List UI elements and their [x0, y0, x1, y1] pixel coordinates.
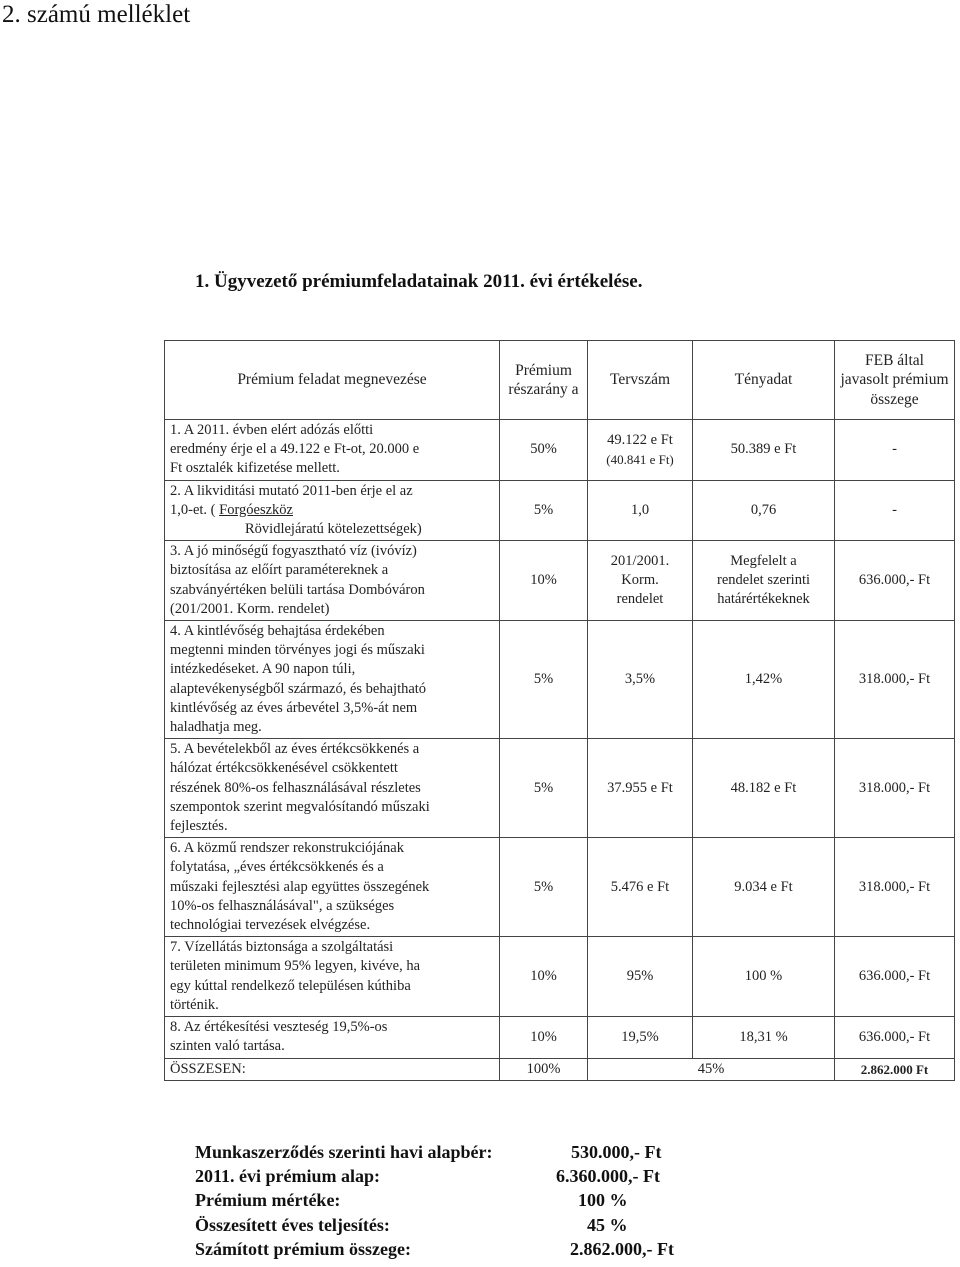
task-cell — [165, 739, 500, 838]
share-cell: 10% — [500, 1017, 588, 1058]
plan-cell — [588, 838, 693, 937]
evaluation-table-wrapper — [164, 340, 954, 1081]
task-line: (201/2001. Korm. rendelet) — [170, 600, 330, 617]
task-line: fejlesztés. — [170, 818, 228, 835]
table-row — [165, 480, 955, 541]
task-cell — [165, 1017, 500, 1058]
summary-row — [195, 1164, 715, 1188]
task-line: egy kúttal rendelkező településen kúthiba — [170, 977, 411, 994]
summary-label: 2011. évi prémium alap: — [195, 1166, 380, 1187]
proposed-cell: - — [835, 420, 955, 481]
task-cell — [165, 621, 500, 739]
proposed-cell: 318.000,- Ft — [835, 621, 955, 739]
table-row — [165, 541, 955, 621]
header-proposed: FEB által javasolt prémium összege — [835, 341, 955, 420]
actual-cell — [693, 621, 835, 739]
task-line: részének 80%-os felhasználásával részletes — [170, 779, 421, 796]
proposed-cell: 318.000,- Ft — [835, 838, 955, 937]
plan-line: 1,0 — [630, 501, 650, 518]
summary-row — [195, 1140, 715, 1164]
plan-line: (40.841 e Ft) — [606, 451, 674, 467]
task-line: 1. A 2011. évben elért adózás előtti — [170, 422, 374, 438]
task-line: műszaki fejlesztési alap együttes összegének — [170, 878, 430, 895]
summary-row — [195, 1188, 715, 1212]
plan-line: 49.122 e Ft — [607, 431, 673, 448]
plan-cell — [588, 420, 693, 481]
summary-label: Összesített éves teljesítés: — [195, 1214, 390, 1235]
actual-cell — [693, 739, 835, 838]
task-line: 3. A jó minőségű fogyasztható víz (ivóvíz) — [170, 543, 417, 560]
summary-value: 530.000,- Ft — [571, 1142, 662, 1162]
table-total-row — [165, 1058, 955, 1080]
actual-line: határértékeknek — [717, 591, 810, 608]
task-line: technológiai tervezések elvégzése. — [170, 917, 371, 934]
table-header-row — [165, 341, 955, 420]
task-cell — [165, 480, 500, 541]
actual-line: 1,42% — [744, 671, 783, 688]
header-plan: Tervszám — [588, 341, 693, 420]
proposed-cell: 318.000,- Ft — [835, 739, 955, 838]
actual-cell — [693, 480, 835, 541]
proposed-cell: 636.000,- Ft — [835, 937, 955, 1017]
table-row — [165, 739, 955, 838]
plan-line: 3,5% — [624, 671, 656, 688]
summary-value: 2.862.000,- Ft — [570, 1238, 674, 1259]
section-title: 1. Ügyvezető prémiumfeladatainak 2011. évi értékelése. — [195, 271, 643, 292]
task-cell — [165, 541, 500, 621]
task-line — [170, 501, 494, 520]
summary-value: 100 % — [578, 1190, 628, 1211]
task-line: biztosítása az előírt paramétereknek a — [170, 562, 389, 579]
summary-value: 6.360.000,- Ft — [556, 1166, 660, 1187]
actual-line: 0,76 — [750, 501, 777, 518]
share-cell: 5% — [500, 621, 588, 739]
task-line-part: 1,0-et. ( — [170, 501, 220, 518]
task-line: megtenni minden törvényes jogi és műszaki — [170, 642, 425, 659]
task-line: alaptevékenységből származó, és behajtható — [170, 680, 427, 697]
task-line: területen minimum 95% legyen, kivéve, ha — [170, 958, 421, 975]
task-line: Rövidlejáratú kötelezettségek) — [245, 521, 422, 538]
task-line: 2. A likviditási mutató 2011-ben érje el az — [170, 482, 413, 499]
task-line: 4. A kintlévőség behajtása érdekében — [170, 623, 385, 640]
summary-row — [195, 1213, 715, 1237]
share-cell: 5% — [500, 838, 588, 937]
share-cell: 10% — [500, 541, 588, 621]
summary-label: Számított prémium összege: — [195, 1238, 411, 1259]
proposed-cell: - — [835, 480, 955, 541]
proposed-cell: 636.000,- Ft — [835, 1017, 955, 1058]
actual-cell — [693, 541, 835, 621]
task-cell — [165, 420, 500, 481]
actual-line: 50.389 e Ft — [730, 441, 797, 458]
header-task: Prémium feladat megnevezése — [165, 341, 500, 420]
share-cell: 50% — [500, 420, 588, 481]
summary-label: Prémium mértéke: — [195, 1190, 341, 1211]
task-line: szinten való tartása. — [170, 1038, 285, 1055]
plan-cell — [588, 739, 693, 838]
actual-line: 100 % — [744, 968, 783, 985]
actual-cell — [693, 937, 835, 1017]
plan-line: 201/2001. — [610, 552, 670, 569]
plan-line: 19,5% — [621, 1028, 659, 1045]
plan-line: rendelet — [616, 591, 664, 608]
actual-cell — [693, 1017, 835, 1058]
plan-cell — [588, 541, 693, 621]
task-line: 10%-os felhasználásával", a szükséges — [170, 897, 395, 914]
header-actual: Tényadat — [693, 341, 835, 420]
task-line: 6. A közmű rendszer rekonstrukciójának — [170, 840, 404, 857]
plan-line: 95% — [626, 968, 654, 985]
total-label: ÖSSZESEN: — [165, 1058, 500, 1080]
actual-line: Megfelelt a — [730, 552, 797, 569]
appendix-title: 2. számú melléklet — [2, 1, 191, 28]
share-cell: 5% — [500, 480, 588, 541]
evaluation-table — [164, 340, 955, 1081]
total-proposed: 2.862.000 Ft — [835, 1058, 955, 1080]
task-line: folytatása, „éves értékcsökkenés és a — [170, 859, 384, 876]
total-actual: 45% — [588, 1058, 835, 1080]
share-cell: 10% — [500, 937, 588, 1017]
summary-row — [195, 1237, 715, 1261]
plan-cell — [588, 621, 693, 739]
premium-summary — [195, 1140, 715, 1261]
task-line: Ft osztalék kifizetése mellett. — [170, 460, 340, 477]
summary-value: 45 % — [587, 1214, 628, 1235]
task-line-underlined: Forgóeszköz — [219, 501, 293, 518]
table-row — [165, 1017, 955, 1058]
task-cell — [165, 838, 500, 937]
plan-line: Korm. — [621, 572, 659, 589]
task-line: intézkedéseket. A 90 napon túli, — [170, 661, 356, 678]
task-line: történik. — [170, 996, 219, 1013]
actual-line: 18,31 % — [739, 1028, 788, 1045]
table-row — [165, 937, 955, 1017]
actual-line: 48.182 e Ft — [730, 779, 797, 796]
table-row — [165, 420, 955, 481]
task-line: haladhatja meg. — [170, 719, 262, 736]
total-share: 100% — [500, 1058, 588, 1080]
task-line: 7. Vízellátás biztonsága a szolgáltatási — [170, 939, 394, 956]
task-line: 8. Az értékesítési veszteség 19,5%-os — [170, 1019, 388, 1036]
task-line: szempontok szerint megvalósítandó műszaki — [170, 798, 430, 815]
table-row — [165, 838, 955, 937]
proposed-cell: 636.000,- Ft — [835, 541, 955, 621]
header-share: Prémium részarány a — [500, 341, 588, 420]
task-cell — [165, 937, 500, 1017]
actual-cell — [693, 838, 835, 937]
plan-line: 37.955 e Ft — [607, 779, 673, 796]
task-line: eredmény érje el a 49.122 e Ft-ot, 20.000 e — [170, 441, 420, 458]
table-row — [165, 621, 955, 739]
summary-label: Munkaszerződés szerinti havi alapbér: — [195, 1142, 493, 1162]
actual-cell — [693, 420, 835, 481]
plan-cell — [588, 480, 693, 541]
plan-line: 5.476 e Ft — [610, 878, 670, 895]
plan-cell — [588, 937, 693, 1017]
task-line: hálózat értékcsökkenésével csökkentett — [170, 760, 398, 777]
share-cell: 5% — [500, 739, 588, 838]
actual-line: rendelet szerinti — [717, 572, 810, 589]
task-line: szabványértéken belüli tartása Dombóváron — [170, 581, 425, 598]
task-line: 5. A bevételekből az éves értékcsökkenés a — [170, 741, 420, 758]
plan-cell — [588, 1017, 693, 1058]
task-line: kintlévőség az éves árbevétel 3,5%-át nem — [170, 699, 418, 716]
actual-line: 9.034 e Ft — [734, 878, 793, 895]
